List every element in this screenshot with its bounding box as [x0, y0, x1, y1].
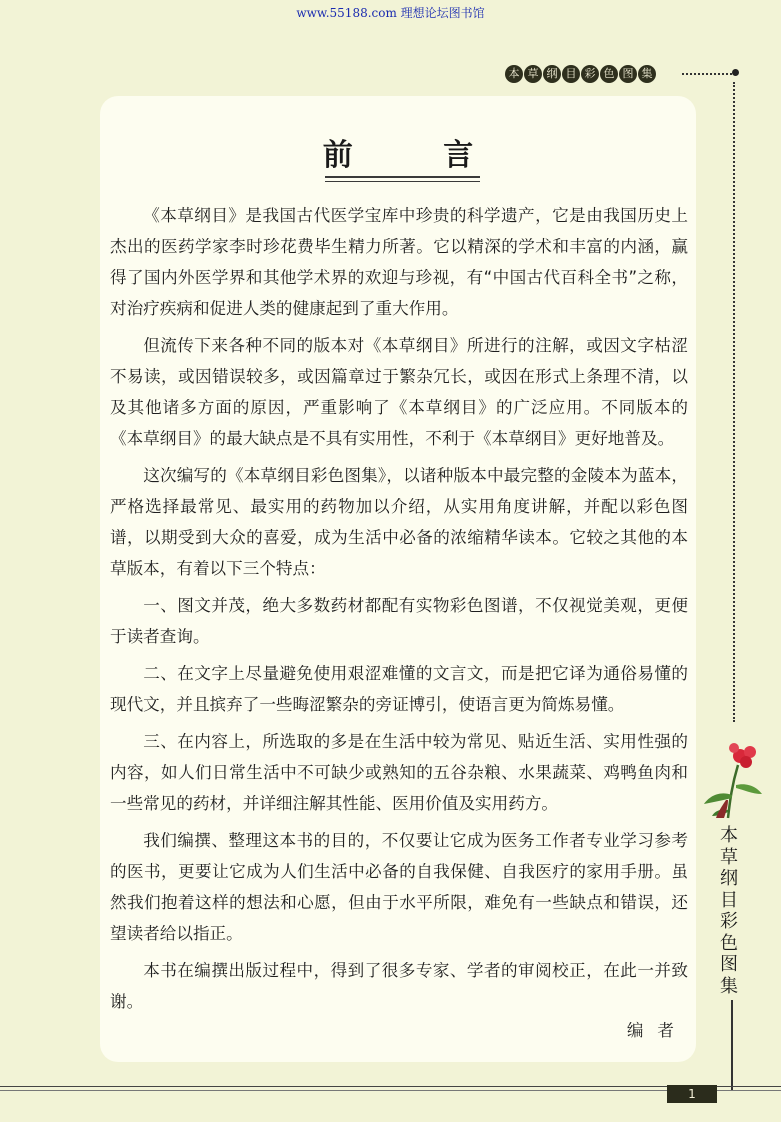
- side-title-char: 纲: [720, 868, 738, 889]
- series-char: 本: [505, 65, 523, 83]
- paragraph: 一、图文并茂，绝大多数药材都配有实物彩色图谱，不仅视觉美观，更便于读者查询。: [110, 596, 688, 646]
- author-signature: 编者: [626, 1021, 688, 1040]
- paragraph: 二、在文字上尽量避免使用艰涩难懂的文言文，而是把它译为通俗易懂的现代文，并且摈弃了一些晦涩繁杂的旁证博引，使语言更为简炼易懂。: [110, 664, 688, 714]
- side-title-char: 图: [720, 954, 738, 975]
- header-dot-end: [732, 69, 739, 76]
- series-char: 纲: [543, 65, 561, 83]
- series-title-badges: [505, 62, 657, 86]
- paragraph: 我们编撰、整理这本书的目的，不仅要让它成为医务工作者专业学习参考的医书，更要让它成为人们生活中必备的自我保健、自我医疗的家用手册。虽然我们抱着这样的想法和心愿，但由于水平所限，难免有一些缺点和错误，还望读者给以指正。: [110, 831, 688, 943]
- side-book-title: [714, 825, 744, 997]
- paragraph: 但流传下来各种不同的版本对《本草纲目》所进行的注解，或因文字枯涩不易读，或因错误较多，或因篇章过于繁杂冗长，或因在形式上条理不清，以及其他诸多方面的原因，严重影响了《本草纲目》的广泛应用。不同版本的《本草纲目》的最大缺点是不具有实用性，不利于《本草纲目》更好地普及。: [110, 336, 688, 448]
- series-char: 草: [524, 65, 542, 83]
- page-number: 1: [667, 1085, 717, 1103]
- series-char: 彩: [581, 65, 599, 83]
- series-char: 目: [562, 65, 580, 83]
- title-underline-thin: [325, 181, 480, 182]
- side-title-char: 彩: [720, 911, 738, 932]
- series-char: 集: [638, 65, 656, 83]
- site-link[interactable]: www.55188.com 理想论坛图书馆: [296, 6, 485, 20]
- side-title-char: 色: [720, 932, 738, 954]
- side-title-char: 本: [720, 825, 738, 846]
- page-title: 前 言: [322, 138, 514, 173]
- paragraph: 这次编写的《本草纲目彩色图集》，以诸种版本中最完整的金陵本为蓝本，严格选择最常见、最实用的药物加以介绍，从实用角度讲解，并配以彩色图谱，以期受到大众的喜爱，成为生活中必备的浓缩精华读本。它较之其他的本草版本，有着以下三个特点：: [110, 466, 688, 578]
- paragraph: 本书在编撰出版过程中，得到了很多专家、学者的审阅校正，在此一并致谢。: [110, 961, 688, 1011]
- series-char: 色: [600, 65, 618, 83]
- side-title-char: 草: [720, 846, 738, 868]
- series-char: 图: [619, 65, 637, 83]
- title-underline: [325, 176, 480, 178]
- header-dotted-rule: [682, 73, 732, 75]
- paragraph: 《本草纲目》是我国古代医学宝库中珍贵的科学遗产，它是由我国历史上杰出的医药学家李时珍花费毕生精力所著。它以精深的学术和丰富的内涵，赢得了国内外医学界和其他学术界的欢迎与珍视，有“中国古代百科全书”之称，对治疗疾病和促进人类的健康起到了重大作用。: [110, 206, 688, 318]
- footer-rule-thin: [0, 1090, 781, 1091]
- footer-rule: [0, 1086, 781, 1087]
- flower-illustration-icon: [698, 740, 768, 820]
- preface-body: [110, 200, 688, 1023]
- side-title-char: 集: [720, 975, 738, 997]
- side-vertical-rule: [731, 1000, 733, 1090]
- paragraph: 三、在内容上，所选取的多是在生活中较为常见、贴近生活、实用性强的内容，如人们日常生活中不可缺少或熟知的五谷杂粮、水果蔬菜、鸡鸭鱼肉和一些常见的药材，并详细注解其性能、医用价值及实用药方。: [110, 732, 688, 813]
- side-dotted-rule: [733, 82, 735, 722]
- side-title-char: 目: [720, 889, 738, 911]
